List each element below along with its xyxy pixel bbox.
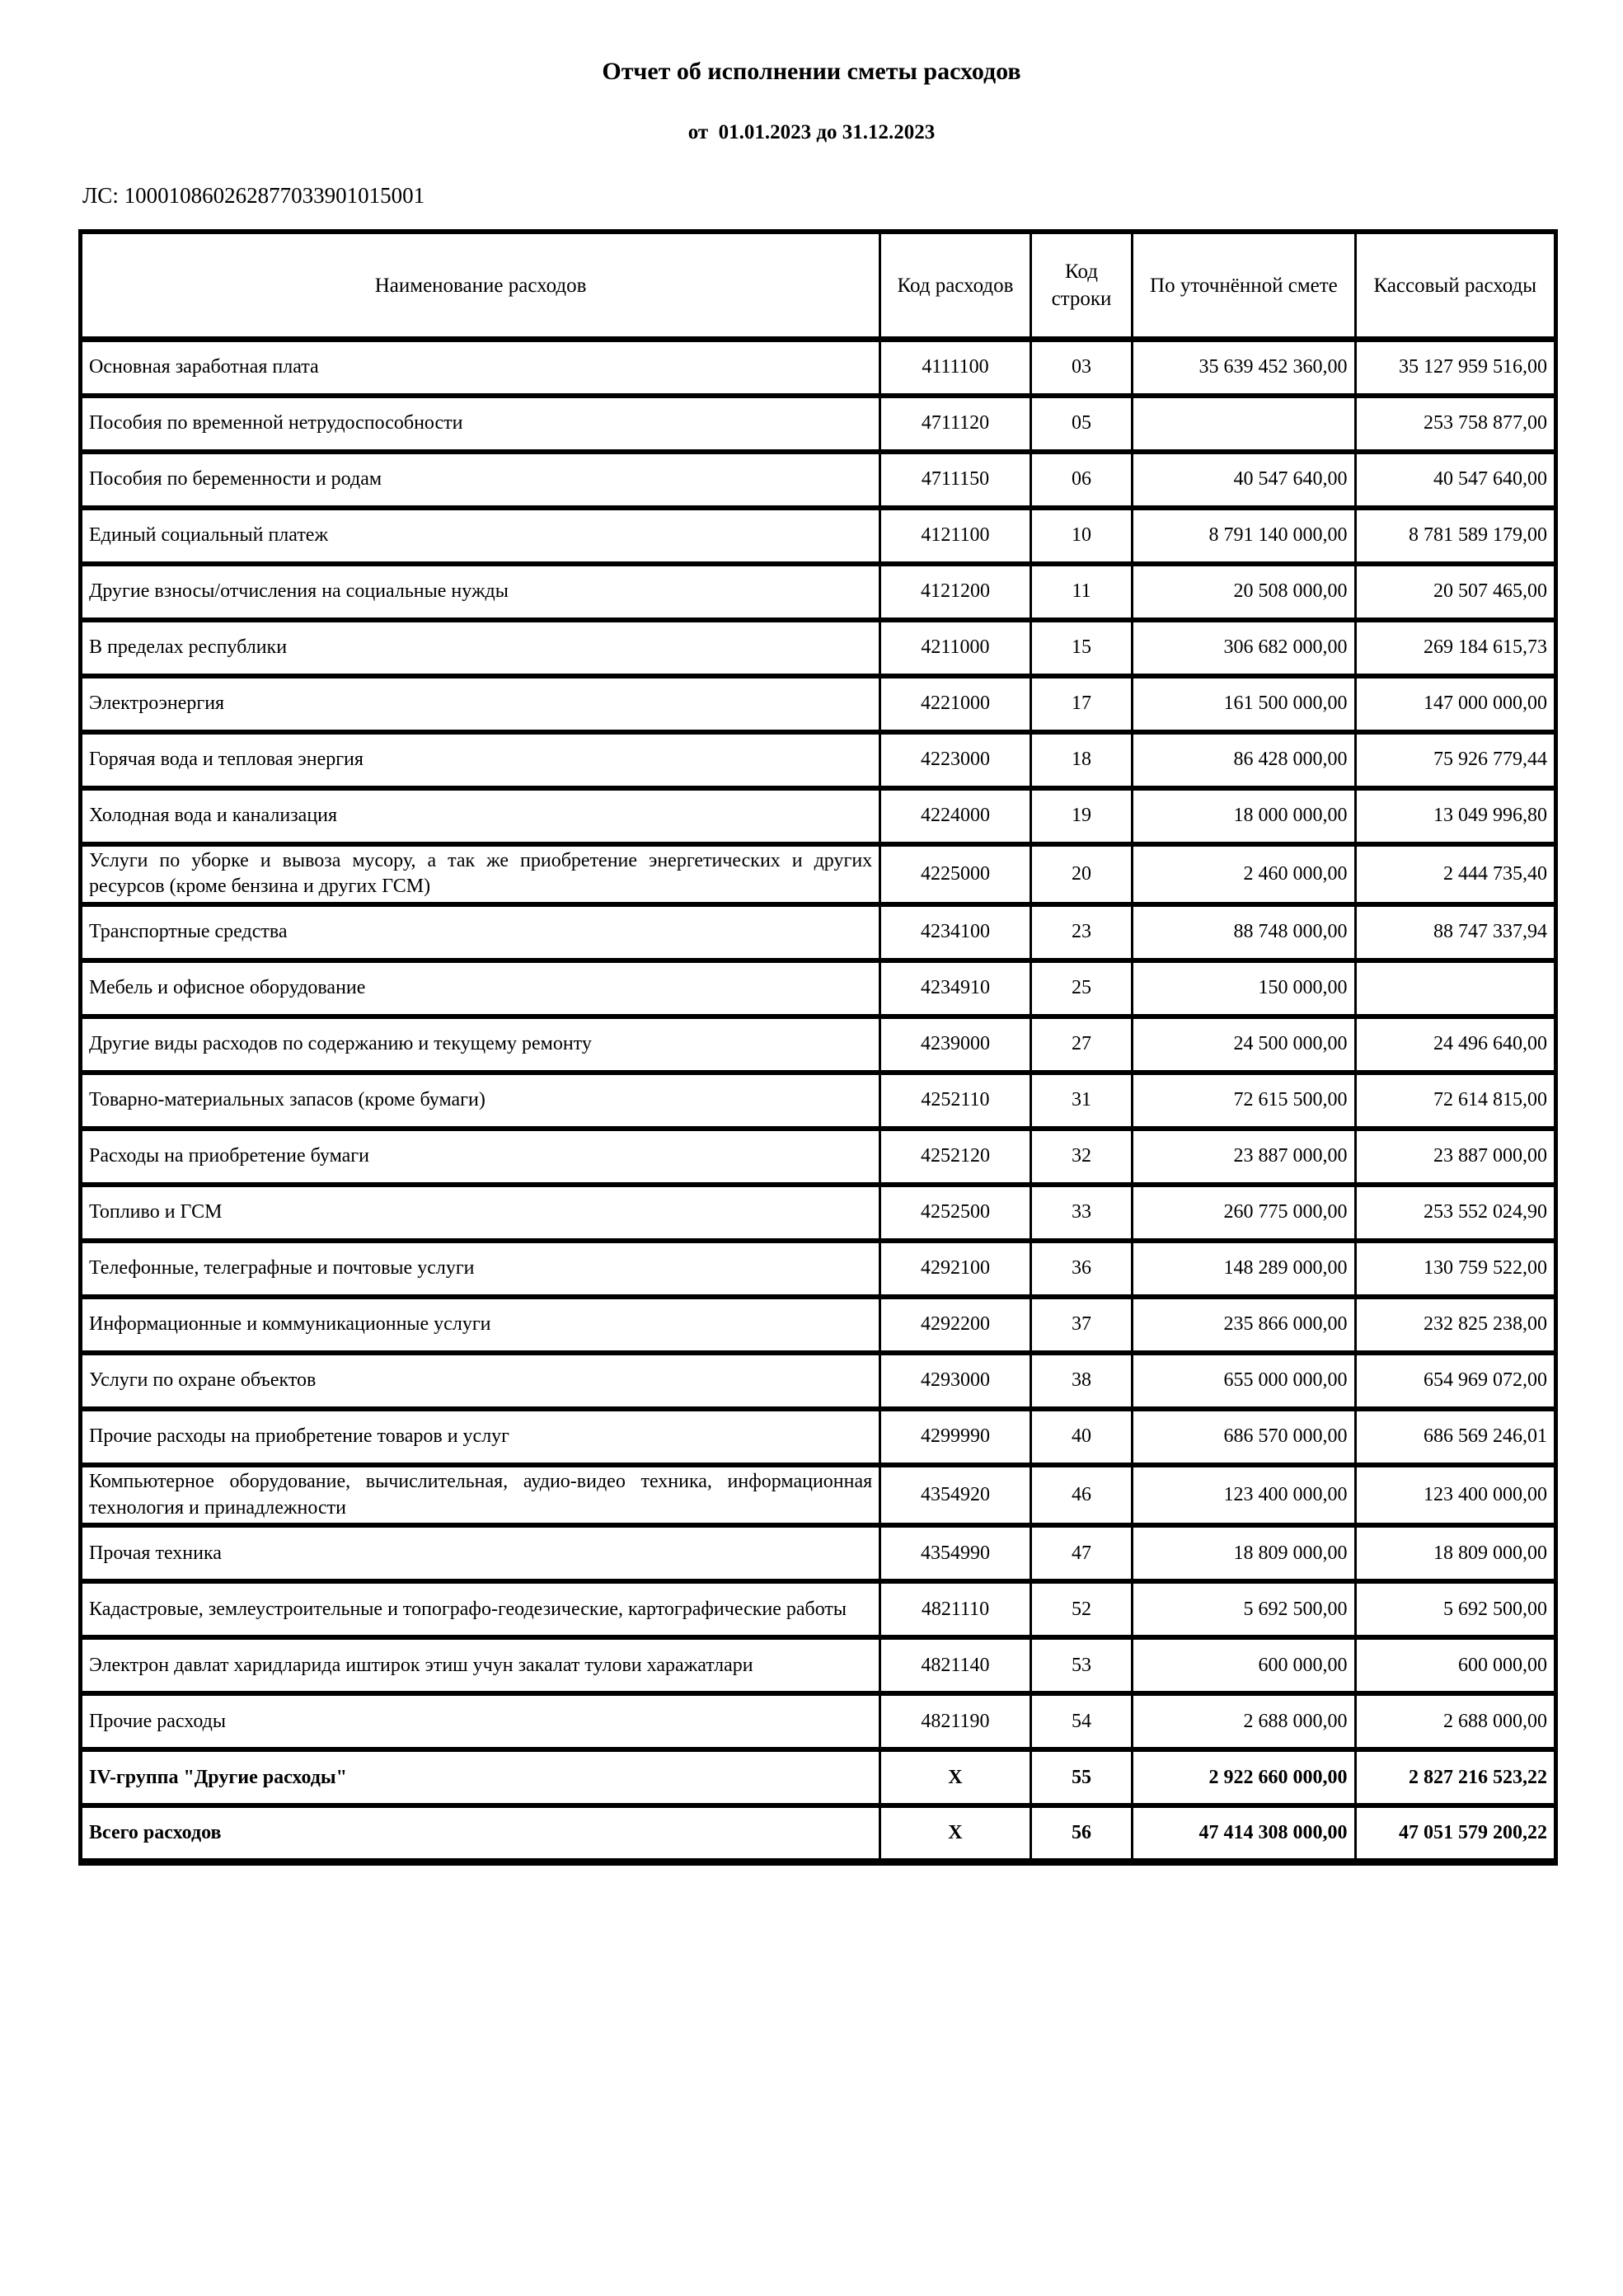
table-row bbox=[81, 1581, 1556, 1637]
expense-code-cell: X bbox=[880, 1805, 1031, 1862]
expense-name-cell: Услуги по охране объектов bbox=[81, 1353, 880, 1409]
refined-estimate-cell: 655 000 000,00 bbox=[1133, 1353, 1355, 1409]
line-code-cell: 20 bbox=[1030, 844, 1133, 904]
expense-code-cell: 4293000 bbox=[880, 1353, 1031, 1409]
line-code-cell: 17 bbox=[1030, 676, 1133, 732]
cash-expense-cell: 35 127 959 516,00 bbox=[1355, 340, 1555, 396]
expense-code-cell: X bbox=[880, 1749, 1031, 1805]
refined-estimate-cell: 123 400 000,00 bbox=[1133, 1465, 1355, 1525]
expense-code-cell: 4121200 bbox=[880, 564, 1031, 620]
expense-code-cell: 4234100 bbox=[880, 904, 1031, 960]
table-row bbox=[81, 960, 1556, 1017]
table-row bbox=[81, 732, 1556, 788]
table-row bbox=[81, 508, 1556, 564]
cash-expense-cell: 130 759 522,00 bbox=[1355, 1241, 1555, 1297]
refined-estimate-cell: 23 887 000,00 bbox=[1133, 1129, 1355, 1185]
table-row bbox=[81, 1693, 1556, 1749]
expense-code-cell: 4354920 bbox=[880, 1465, 1031, 1525]
cash-expense-cell: 600 000,00 bbox=[1355, 1637, 1555, 1693]
line-code-cell: 53 bbox=[1030, 1637, 1133, 1693]
refined-estimate-cell: 24 500 000,00 bbox=[1133, 1017, 1355, 1073]
table-row bbox=[81, 564, 1556, 620]
refined-estimate-cell: 86 428 000,00 bbox=[1133, 732, 1355, 788]
cash-expense-cell: 13 049 996,80 bbox=[1355, 788, 1555, 844]
line-code-cell: 55 bbox=[1030, 1749, 1133, 1805]
refined-estimate-cell: 148 289 000,00 bbox=[1133, 1241, 1355, 1297]
expense-code-cell: 4292200 bbox=[880, 1297, 1031, 1353]
cash-expense-cell: 72 614 815,00 bbox=[1355, 1073, 1555, 1129]
line-code-cell: 19 bbox=[1030, 788, 1133, 844]
table-row bbox=[81, 1185, 1556, 1241]
table-header-row bbox=[81, 232, 1556, 340]
expense-name-cell: Расходы на приобретение бумаги bbox=[81, 1129, 880, 1185]
expense-code-cell: 4821110 bbox=[880, 1581, 1031, 1637]
cash-expense-cell: 88 747 337,94 bbox=[1355, 904, 1555, 960]
line-code-cell: 32 bbox=[1030, 1129, 1133, 1185]
table-row bbox=[81, 1465, 1556, 1525]
cash-expense-cell: 2 827 216 523,22 bbox=[1355, 1749, 1555, 1805]
expense-code-cell: 4711150 bbox=[880, 452, 1031, 508]
cash-expense-cell bbox=[1355, 960, 1555, 1017]
expense-code-cell: 4225000 bbox=[880, 844, 1031, 904]
cash-expense-cell: 2 688 000,00 bbox=[1355, 1693, 1555, 1749]
line-code-cell: 15 bbox=[1030, 620, 1133, 676]
table-row bbox=[81, 452, 1556, 508]
refined-estimate-cell bbox=[1133, 396, 1355, 452]
cash-expense-cell: 75 926 779,44 bbox=[1355, 732, 1555, 788]
line-code-cell: 37 bbox=[1030, 1297, 1133, 1353]
table-row bbox=[81, 676, 1556, 732]
table-row bbox=[81, 1241, 1556, 1297]
refined-estimate-cell: 235 866 000,00 bbox=[1133, 1297, 1355, 1353]
line-code-cell: 27 bbox=[1030, 1017, 1133, 1073]
line-code-cell: 23 bbox=[1030, 904, 1133, 960]
table-row bbox=[81, 904, 1556, 960]
expense-name-cell: Пособия по беременности и родам bbox=[81, 452, 880, 508]
expense-name-cell: Другие виды расходов по содержанию и текущему ремонту bbox=[81, 1017, 880, 1073]
column-header-name: Наименование расходов bbox=[81, 232, 880, 340]
refined-estimate-cell: 2 460 000,00 bbox=[1133, 844, 1355, 904]
refined-estimate-cell: 72 615 500,00 bbox=[1133, 1073, 1355, 1129]
line-code-cell: 05 bbox=[1030, 396, 1133, 452]
expense-code-cell: 4211000 bbox=[880, 620, 1031, 676]
table-row bbox=[81, 1353, 1556, 1409]
table-row bbox=[81, 1525, 1556, 1581]
expense-code-cell: 4224000 bbox=[880, 788, 1031, 844]
line-code-cell: 03 bbox=[1030, 340, 1133, 396]
account-number: ЛС: 100010860262877033901015001 bbox=[82, 182, 425, 208]
refined-estimate-cell: 260 775 000,00 bbox=[1133, 1185, 1355, 1241]
expense-name-cell: Электрон давлат харидларида иштирок этиш учун закалат тулови харажатлари bbox=[81, 1637, 880, 1693]
table-row bbox=[81, 844, 1556, 904]
table-row bbox=[81, 788, 1556, 844]
line-code-cell: 38 bbox=[1030, 1353, 1133, 1409]
expense-name-cell: Электроэнергия bbox=[81, 676, 880, 732]
expense-name-cell: Всего расходов bbox=[81, 1805, 880, 1862]
cash-expense-cell: 23 887 000,00 bbox=[1355, 1129, 1555, 1185]
cash-expense-cell: 47 051 579 200,22 bbox=[1355, 1805, 1555, 1862]
cash-expense-cell: 253 758 877,00 bbox=[1355, 396, 1555, 452]
expense-code-cell: 4221000 bbox=[880, 676, 1031, 732]
expense-code-cell: 4223000 bbox=[880, 732, 1031, 788]
line-code-cell: 54 bbox=[1030, 1693, 1133, 1749]
table-row bbox=[81, 1297, 1556, 1353]
expense-name-cell: Прочие расходы на приобретение товаров и услуг bbox=[81, 1409, 880, 1465]
line-code-cell: 40 bbox=[1030, 1409, 1133, 1465]
expense-name-cell: Товарно-материальных запасов (кроме бумаги) bbox=[81, 1073, 880, 1129]
cash-expense-cell: 24 496 640,00 bbox=[1355, 1017, 1555, 1073]
line-code-cell: 06 bbox=[1030, 452, 1133, 508]
expense-code-cell: 4121100 bbox=[880, 508, 1031, 564]
table-row bbox=[81, 1409, 1556, 1465]
refined-estimate-cell: 600 000,00 bbox=[1133, 1637, 1355, 1693]
expense-name-cell: Прочие расходы bbox=[81, 1693, 880, 1749]
expense-code-cell: 4821140 bbox=[880, 1637, 1031, 1693]
column-header-line-code: Код строки bbox=[1030, 232, 1133, 340]
table-row bbox=[81, 1129, 1556, 1185]
refined-estimate-cell: 150 000,00 bbox=[1133, 960, 1355, 1017]
table-header bbox=[81, 232, 1556, 340]
report-title: Отчет об исполнении сметы расходов bbox=[602, 58, 1021, 85]
column-header-expense-code: Код расходов bbox=[880, 232, 1031, 340]
expense-code-cell: 4354990 bbox=[880, 1525, 1031, 1581]
expense-code-cell: 4252110 bbox=[880, 1073, 1031, 1129]
expense-name-cell: Компьютерное оборудование, вычислительная, аудио-видео техника, информационная технология и принадлежности bbox=[81, 1465, 880, 1525]
cash-expense-cell: 18 809 000,00 bbox=[1355, 1525, 1555, 1581]
expense-name-cell: Единый социальный платеж bbox=[81, 508, 880, 564]
expense-code-cell: 4111100 bbox=[880, 340, 1031, 396]
cash-expense-cell: 269 184 615,73 bbox=[1355, 620, 1555, 676]
refined-estimate-cell: 306 682 000,00 bbox=[1133, 620, 1355, 676]
line-code-cell: 10 bbox=[1030, 508, 1133, 564]
line-code-cell: 33 bbox=[1030, 1185, 1133, 1241]
cash-expense-cell: 147 000 000,00 bbox=[1355, 676, 1555, 732]
column-header-cash-expenses: Кассовый расходы bbox=[1355, 232, 1555, 340]
expense-code-cell: 4252500 bbox=[880, 1185, 1031, 1241]
refined-estimate-cell: 2 688 000,00 bbox=[1133, 1693, 1355, 1749]
refined-estimate-cell: 161 500 000,00 bbox=[1133, 676, 1355, 732]
expense-code-cell: 4234910 bbox=[880, 960, 1031, 1017]
cash-expense-cell: 686 569 246,01 bbox=[1355, 1409, 1555, 1465]
line-code-cell: 25 bbox=[1030, 960, 1133, 1017]
expense-code-cell: 4711120 bbox=[880, 396, 1031, 452]
expense-name-cell: Пособия по временной нетрудоспособности bbox=[81, 396, 880, 452]
refined-estimate-cell: 8 791 140 000,00 bbox=[1133, 508, 1355, 564]
expense-name-cell: Холодная вода и канализация bbox=[81, 788, 880, 844]
expense-name-cell: Транспортные средства bbox=[81, 904, 880, 960]
refined-estimate-cell: 35 639 452 360,00 bbox=[1133, 340, 1355, 396]
expense-name-cell: Горячая вода и тепловая энергия bbox=[81, 732, 880, 788]
line-code-cell: 47 bbox=[1030, 1525, 1133, 1581]
refined-estimate-cell: 47 414 308 000,00 bbox=[1133, 1805, 1355, 1862]
line-code-cell: 46 bbox=[1030, 1465, 1133, 1525]
expense-code-cell: 4299990 bbox=[880, 1409, 1031, 1465]
cash-expense-cell: 654 969 072,00 bbox=[1355, 1353, 1555, 1409]
refined-estimate-cell: 2 922 660 000,00 bbox=[1133, 1749, 1355, 1805]
cash-expense-cell: 20 507 465,00 bbox=[1355, 564, 1555, 620]
refined-estimate-cell: 88 748 000,00 bbox=[1133, 904, 1355, 960]
table-row bbox=[81, 340, 1556, 396]
column-header-refined-estimate: По уточнённой смете bbox=[1133, 232, 1355, 340]
refined-estimate-cell: 18 809 000,00 bbox=[1133, 1525, 1355, 1581]
expense-name-cell: Телефонные, телеграфные и почтовые услуги bbox=[81, 1241, 880, 1297]
cash-expense-cell: 123 400 000,00 bbox=[1355, 1465, 1555, 1525]
expense-code-cell: 4292100 bbox=[880, 1241, 1031, 1297]
expense-name-cell: Основная заработная плата bbox=[81, 340, 880, 396]
expenses-table bbox=[78, 229, 1558, 1866]
table-row bbox=[81, 1749, 1556, 1805]
table-row bbox=[81, 620, 1556, 676]
refined-estimate-cell: 40 547 640,00 bbox=[1133, 452, 1355, 508]
cash-expense-cell: 2 444 735,40 bbox=[1355, 844, 1555, 904]
expense-name-cell: Услуги по уборке и вывоза мусору, а так же приобретение энергетических и других ресурсов (кроме бензина и других ГСМ) bbox=[81, 844, 880, 904]
expense-name-cell: Прочая техника bbox=[81, 1525, 880, 1581]
refined-estimate-cell: 5 692 500,00 bbox=[1133, 1581, 1355, 1637]
cash-expense-cell: 253 552 024,90 bbox=[1355, 1185, 1555, 1241]
refined-estimate-cell: 20 508 000,00 bbox=[1133, 564, 1355, 620]
expense-name-cell: Мебель и офисное оборудование bbox=[81, 960, 880, 1017]
expense-name-cell: IV-группа "Другие расходы" bbox=[81, 1749, 880, 1805]
cash-expense-cell: 40 547 640,00 bbox=[1355, 452, 1555, 508]
line-code-cell: 56 bbox=[1030, 1805, 1133, 1862]
line-code-cell: 11 bbox=[1030, 564, 1133, 620]
refined-estimate-cell: 18 000 000,00 bbox=[1133, 788, 1355, 844]
table-row bbox=[81, 396, 1556, 452]
table-row bbox=[81, 1073, 1556, 1129]
expense-name-cell: Топливо и ГСМ bbox=[81, 1185, 880, 1241]
expense-code-cell: 4821190 bbox=[880, 1693, 1031, 1749]
table-row bbox=[81, 1637, 1556, 1693]
table-body bbox=[81, 340, 1556, 1862]
expense-name-cell: В пределах республики bbox=[81, 620, 880, 676]
report-period: от 01.01.2023 до 31.12.2023 bbox=[687, 121, 936, 143]
line-code-cell: 18 bbox=[1030, 732, 1133, 788]
line-code-cell: 31 bbox=[1030, 1073, 1133, 1129]
table-row bbox=[81, 1805, 1556, 1862]
table-row bbox=[81, 1017, 1556, 1073]
expense-code-cell: 4239000 bbox=[880, 1017, 1031, 1073]
cash-expense-cell: 8 781 589 179,00 bbox=[1355, 508, 1555, 564]
expense-name-cell: Другие взносы/отчисления на социальные нужды bbox=[81, 564, 880, 620]
refined-estimate-cell: 686 570 000,00 bbox=[1133, 1409, 1355, 1465]
line-code-cell: 36 bbox=[1030, 1241, 1133, 1297]
cash-expense-cell: 232 825 238,00 bbox=[1355, 1297, 1555, 1353]
line-code-cell: 52 bbox=[1030, 1581, 1133, 1637]
expense-name-cell: Информационные и коммуникационные услуги bbox=[81, 1297, 880, 1353]
cash-expense-cell: 5 692 500,00 bbox=[1355, 1581, 1555, 1637]
expense-code-cell: 4252120 bbox=[880, 1129, 1031, 1185]
expense-name-cell: Кадастровые, землеустроительные и топографо-геодезические, картографические работы bbox=[81, 1581, 880, 1637]
